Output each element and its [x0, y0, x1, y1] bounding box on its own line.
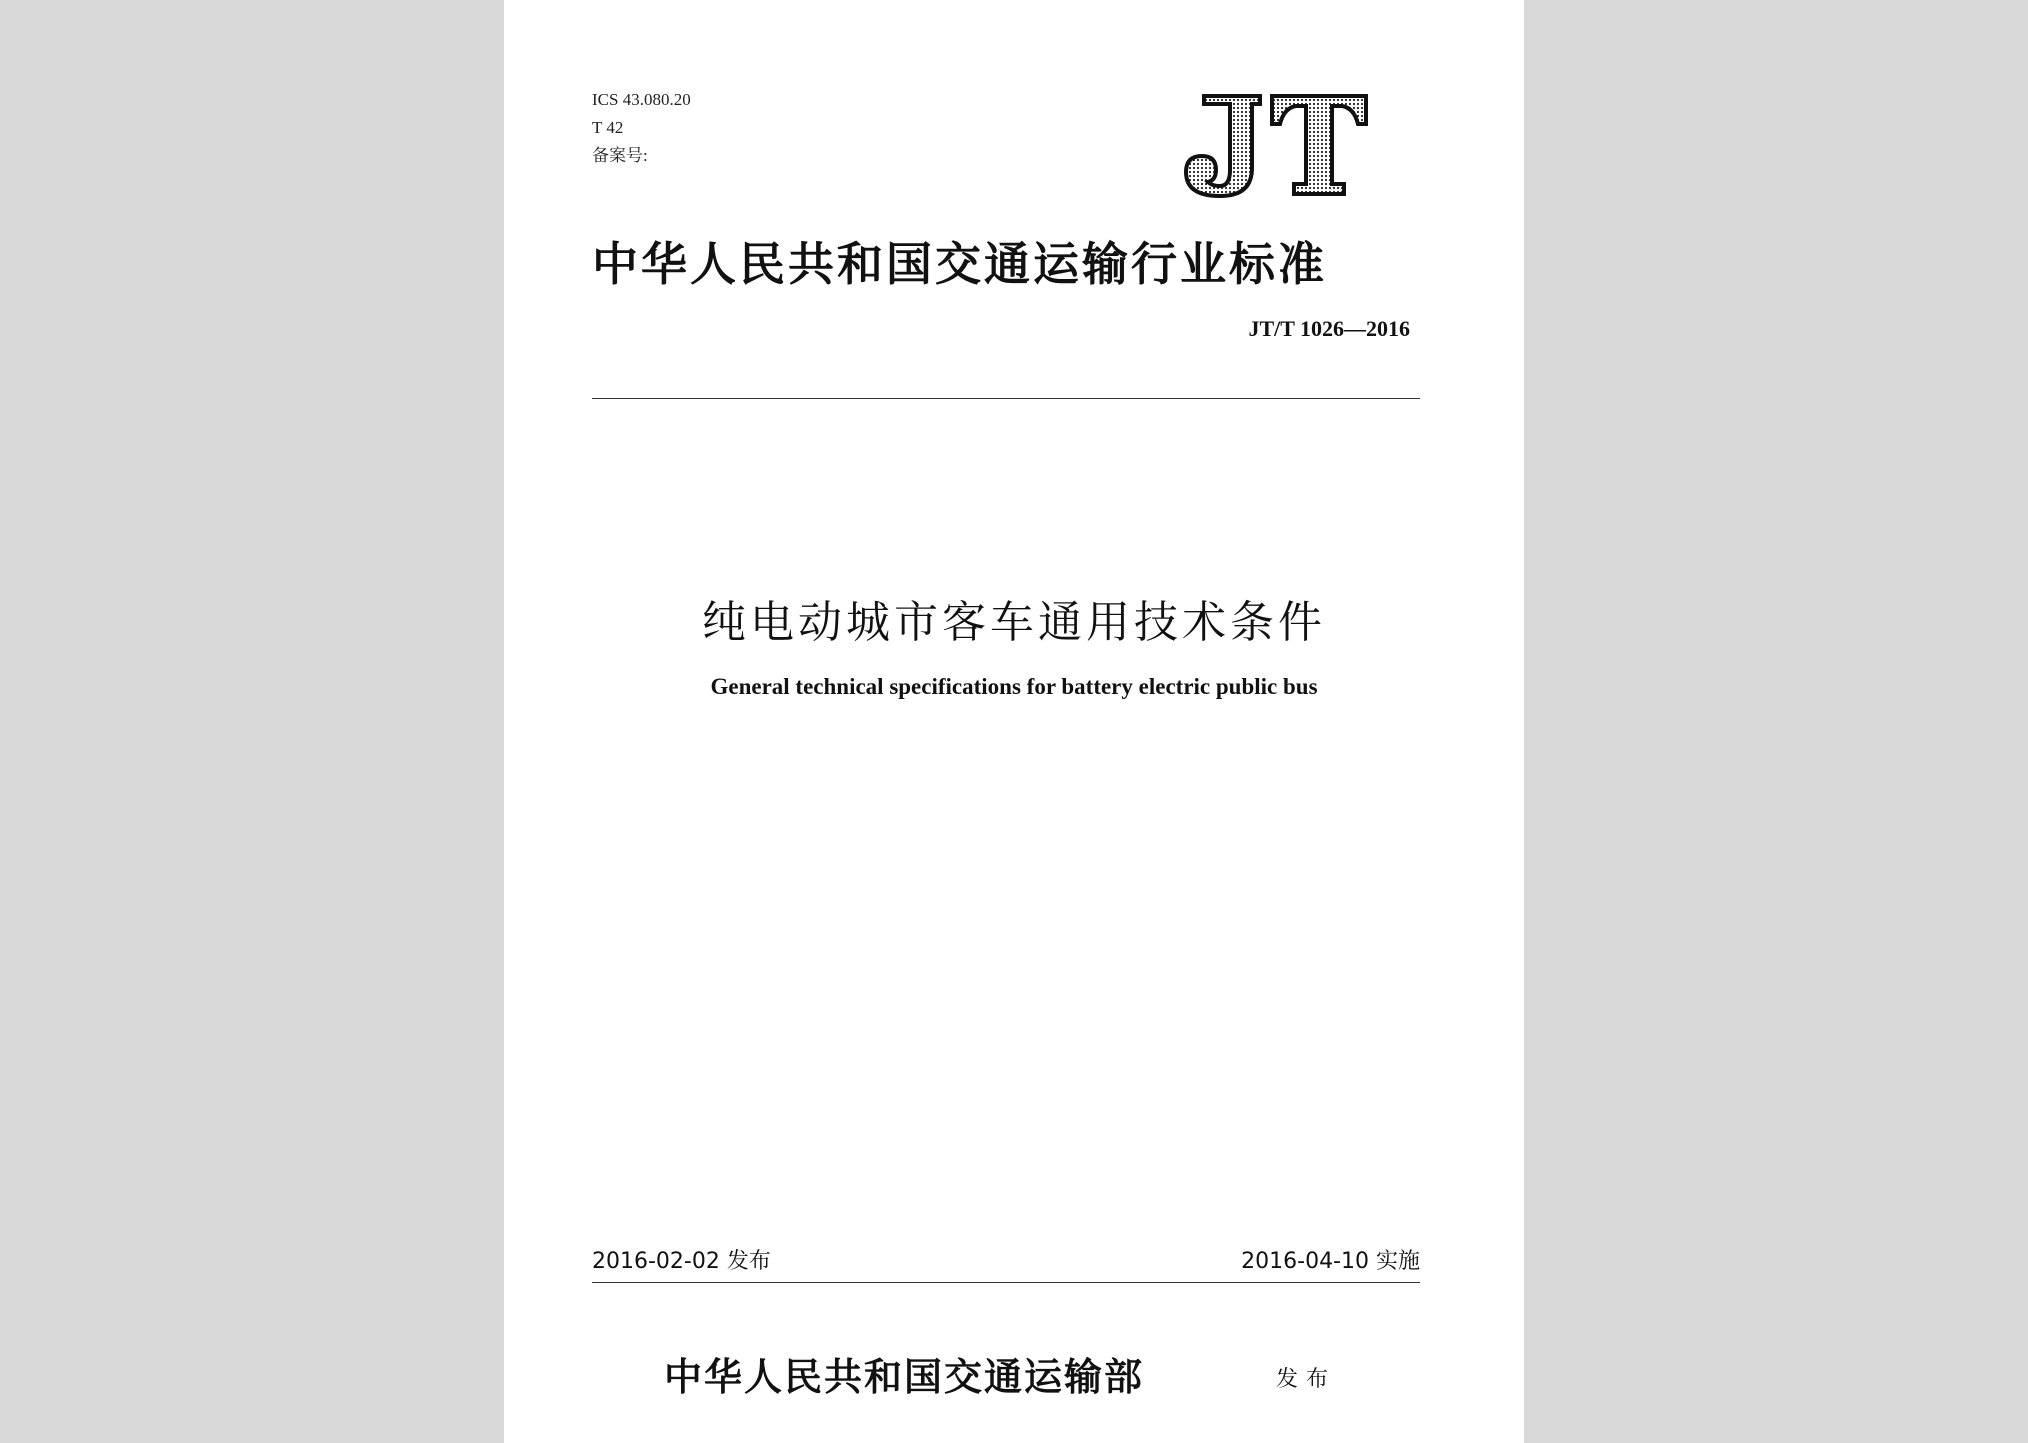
record-number: 备案号: [592, 146, 648, 165]
document-title-cn: 纯电动城市客车通用技术条件 [702, 597, 1326, 648]
category-code: T 42 [592, 118, 624, 137]
standard-code: JT/T 1026—2016 [1248, 316, 1410, 341]
document-title-en: General technical specifications for battery electric public bus [710, 674, 1318, 699]
ics-code: ICS 43.080.20 [592, 90, 691, 109]
classification-block [592, 86, 691, 170]
footer-divider [592, 1282, 1420, 1283]
effective-date: 2016-04-10 实施 [1241, 1249, 1420, 1274]
header-divider [592, 398, 1420, 399]
document-page [504, 0, 1524, 1443]
jt-logo [1164, 90, 1374, 202]
standard-org-title: 中华人民共和国交通运输行业标准 [592, 237, 1327, 291]
issuing-authority: 中华人民共和国交通运输部 [664, 1354, 1145, 1399]
issue-date: 2016-02-02 发布 [592, 1249, 771, 1274]
issue-action: 发布 [1276, 1367, 1337, 1392]
